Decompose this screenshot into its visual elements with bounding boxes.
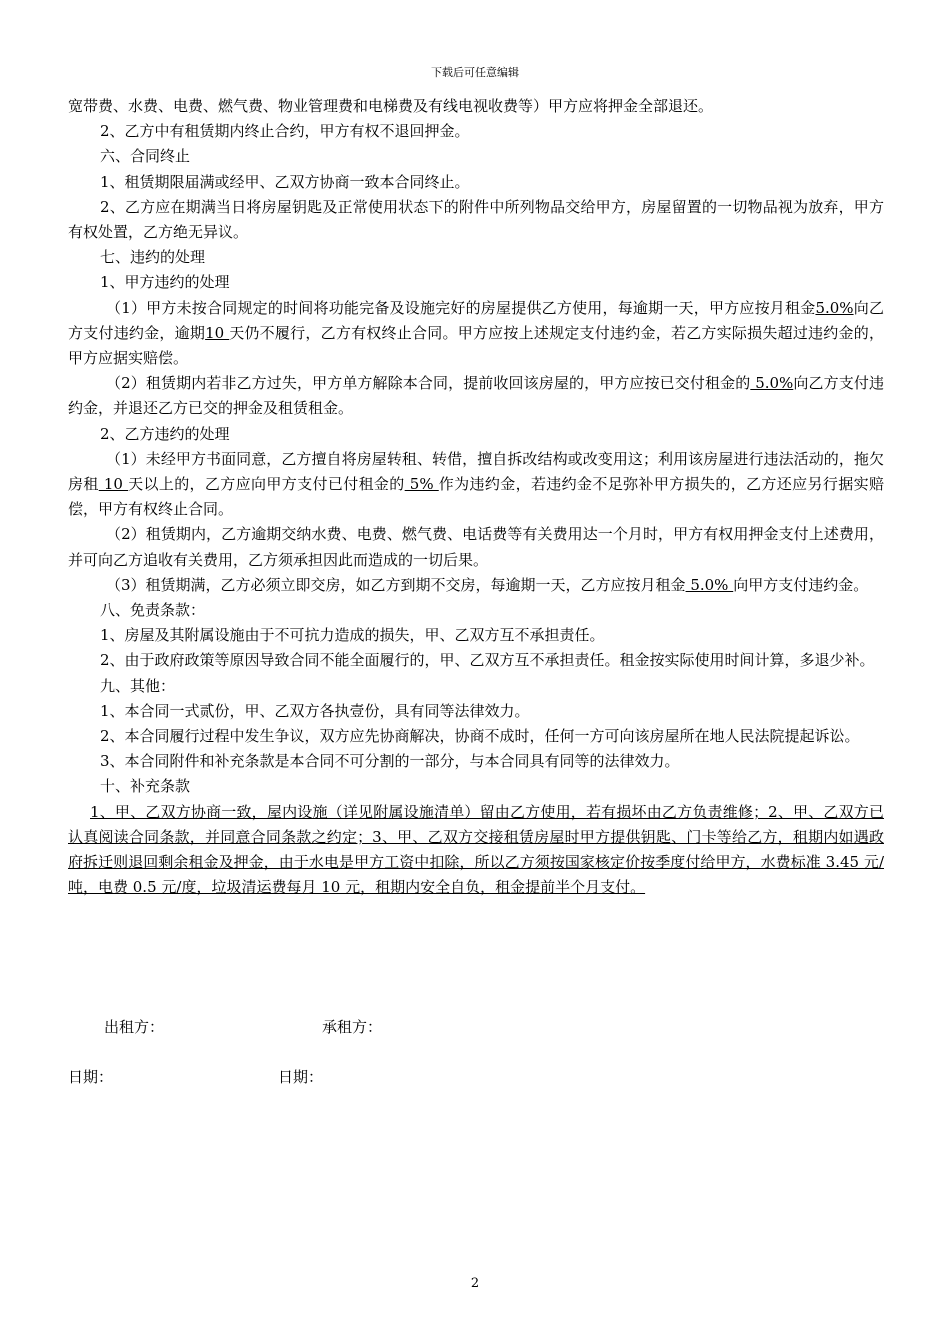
text: 向乙方支付违约金，逾期	[68, 298, 884, 342]
underlined-value: 10	[98, 475, 129, 494]
underlined-value: 5%	[404, 475, 439, 494]
page-number: 2	[470, 1276, 480, 1291]
paragraph	[68, 296, 884, 372]
text: 天以上的，乙方应向甲方支付已付租金的	[128, 475, 405, 494]
section-heading: 十、补充条款	[100, 777, 191, 796]
lessee-label: 承租方：	[322, 1018, 383, 1036]
section-heading: 九、其他：	[100, 676, 176, 695]
section-heading: 七、违约的处理	[100, 248, 206, 267]
section-heading: 六、合同终止	[100, 147, 191, 166]
paragraph	[68, 573, 884, 598]
text: 向乙方支付违约金，并退还乙方已交的押金及租赁租金。	[68, 374, 884, 418]
paragraph: 3、本合同附件和补充条款是本合同不可分割的一部分，与本合同具有同等的法律效力。	[100, 752, 680, 771]
paragraph: 2、由于政府政策等原因导致合同不能全面履行的，甲、乙双方互不承担责任。租金按实际使用时间计算，多退少补。	[100, 651, 875, 670]
section-heading: 八、免责条款：	[100, 601, 206, 620]
paragraph: 1、租赁期限届满或经甲、乙双方协商一致本合同终止。	[100, 172, 470, 191]
text: （2）租赁期内若非乙方过失，甲方单方解除本合同，提前收回该房屋的，甲方应按已交付租金的	[106, 374, 751, 393]
underlined-value: 5.0%	[685, 575, 734, 594]
text: 向甲方支付违约金。	[733, 575, 869, 594]
text: 作为违约金，若违约金不足弥补甲方损失的，乙方还应另行据实赔偿，甲方有权终止合同。	[68, 475, 884, 519]
lessor-label: 出租方：	[104, 1018, 165, 1036]
paragraph	[68, 371, 884, 421]
text: 天仍不履行，乙方有权终止合同。甲方应按上述规定支付违约金，若乙方实际损失超过违约金的，甲方应据实赔偿。	[68, 323, 884, 368]
underlined-value: 5.0%	[815, 298, 854, 317]
text: （1）甲方未按合同规定的时间将功能完备及设施完好的房屋提供乙方使用，每逾期一天，甲方应按月租金	[106, 298, 816, 317]
page-header: 下载后可任意编辑	[431, 66, 519, 79]
underlined-value: 5.0%	[750, 374, 794, 393]
paragraph	[68, 447, 884, 523]
supplementary-terms: 1、甲、乙双方协商一致，屋内设施（详见附属设施清单）留由乙方使用，若有损坏由乙方负责维修；2、甲、乙双方已认真阅读合同条款，并同意合同条款之约定；3、甲、乙双方交接租赁房屋时甲方提供钥匙、门卡等给乙方，租期内如遇政府拆迁则退回剩余租金及押金，由于水电是甲方工资中扣除，所以乙方须按国家核定价按季度付给甲方，水费标准 3.45 元/吨，电费 0.5 元/度，垃圾清运费每月 10 元，租期内安全自负，租金提前半个月支付。	[68, 802, 884, 897]
paragraph: 2、乙方中有租赁期内终止合约，甲方有权不退回押金。	[100, 122, 470, 141]
paragraph: 1、房屋及其附属设施由于不可抗力造成的损失，甲、乙双方互不承担责任。	[100, 626, 605, 645]
underlined-value: 10	[205, 323, 230, 342]
subsection-heading: 2、乙方违约的处理	[100, 424, 230, 443]
subsection-heading: 1、甲方违约的处理	[100, 273, 230, 292]
date-label-right: 日期：	[278, 1068, 324, 1086]
date-label-left: 日期：	[68, 1068, 114, 1086]
text: （3）租赁期满，乙方必须立即交房，如乙方到期不交房，每逾期一天，乙方应按月租金	[106, 575, 686, 594]
paragraph: （2）租赁期内，乙方逾期交纳水费、电费、燃气费、电话费等有关费用达一个月时，甲方有权用押金支付上述费用，并可向乙方追收有关费用，乙方须承担因此而造成的一切后果。	[68, 525, 884, 569]
text: （1）未经甲方书面同意，乙方擅自将房屋转租、转借，擅自拆改结构或改变用这；利用该房屋进行违法活动的，拖欠房租	[68, 449, 884, 494]
paragraph: 2、乙方应在期满当日将房屋钥匙及正常使用状态下的附件中所列物品交给甲方，房屋留置的一切物品视为放弃，甲方有权处置，乙方绝无异议。	[68, 197, 884, 242]
paragraph: 2、本合同履行过程中发生争议，双方应先协商解决，协商不成时，任何一方可向该房屋所在地人民法院提起诉讼。	[100, 727, 860, 746]
contract-body	[68, 94, 884, 901]
paragraph: 1、本合同一式贰份，甲、乙双方各执壹份，具有同等法律效力。	[100, 701, 530, 720]
paragraph: 宽带费、水费、电费、燃气费、物业管理费和电梯费及有线电视收费等）甲方应将押金全部退还。	[68, 97, 714, 115]
